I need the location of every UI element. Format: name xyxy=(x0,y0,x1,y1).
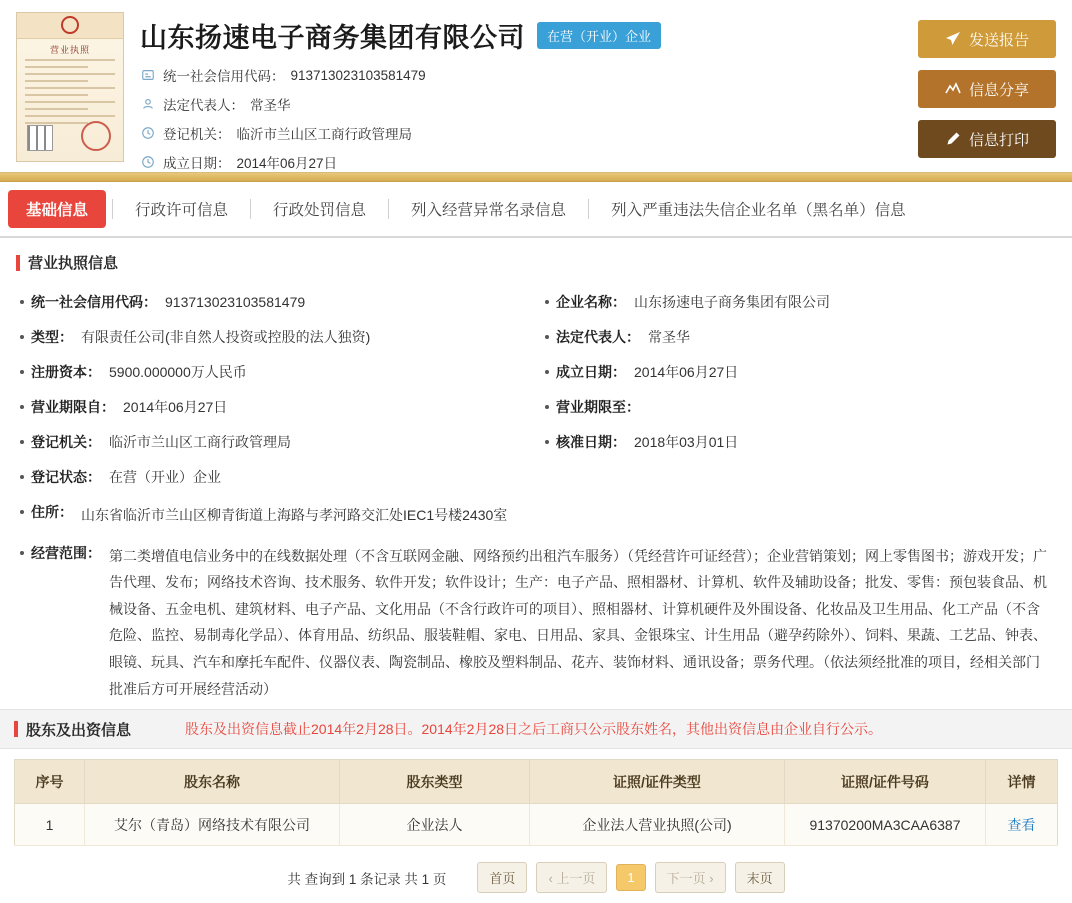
cell-cert-no: 91370200MA3CAA6387 xyxy=(785,804,986,846)
meta-established-date xyxy=(140,152,906,172)
info-label: 营业期限自： xyxy=(31,399,115,415)
section-marker xyxy=(16,255,20,271)
info-label: 登记机关： xyxy=(31,434,101,450)
cell-detail xyxy=(986,804,1058,846)
section-marker xyxy=(14,721,18,737)
send-report-button[interactable] xyxy=(918,20,1056,58)
info-label: 企业名称： xyxy=(556,294,626,310)
col-detail: 详情 xyxy=(986,760,1058,804)
shareholder-section-note: 股东及出资信息截止2014年2月28日。2014年2月28日之后工商只公示股东姓名，其他出资信息由企业自行公示。 xyxy=(185,721,883,738)
bullet-icon xyxy=(20,300,24,304)
meta-legal-rep xyxy=(140,94,906,114)
col-index: 序号 xyxy=(15,760,85,804)
info-value: 临沂市兰山区工商行政管理局 xyxy=(109,434,291,450)
info-value: 2018年03月01日 xyxy=(634,434,739,450)
info-approval-date xyxy=(545,425,1052,460)
info-empty-slot xyxy=(545,460,1052,495)
bullet-icon xyxy=(20,475,24,479)
col-type: 股东类型 xyxy=(340,760,530,804)
gold-divider xyxy=(0,172,1072,182)
bullet-icon xyxy=(20,440,24,444)
info-label: 法定代表人： xyxy=(556,329,640,345)
company-meta-list xyxy=(140,65,906,172)
license-header-band xyxy=(17,13,123,39)
view-detail-link[interactable]: 查看 xyxy=(1007,816,1036,833)
bullet-icon xyxy=(545,440,549,444)
license-info-grid xyxy=(0,279,1072,709)
share-info-button[interactable] xyxy=(918,70,1056,108)
info-value: 有限责任公司(非自然人投资或控股的法人独资) xyxy=(81,329,371,345)
info-label: 核准日期： xyxy=(556,434,626,450)
meta-registration-authority xyxy=(140,123,906,143)
tab-separator xyxy=(388,199,389,219)
prev-page-button[interactable]: ‹ 上一页 xyxy=(536,862,607,893)
tab-bar xyxy=(0,182,1072,238)
info-company-type xyxy=(20,320,527,355)
meta-credit-code xyxy=(140,65,906,85)
bullet-icon xyxy=(20,405,24,409)
pencil-icon xyxy=(945,131,961,147)
building-icon xyxy=(140,126,155,141)
shareholder-table xyxy=(14,759,1058,846)
shareholder-table-wrap xyxy=(0,759,1072,846)
shareholder-section-title xyxy=(0,709,1072,749)
col-cert-no: 证照/证件号码 xyxy=(785,760,986,804)
col-name: 股东名称 xyxy=(85,760,340,804)
id-card-icon xyxy=(140,68,155,83)
bullet-icon xyxy=(545,335,549,339)
page-number-1[interactable]: 1 xyxy=(616,864,645,891)
info-label: 注册资本： xyxy=(31,364,101,380)
cell-index: 1 xyxy=(15,804,85,846)
bullet-icon xyxy=(545,370,549,374)
share-graph-icon xyxy=(945,81,961,97)
info-label: 统一社会信用代码： xyxy=(31,294,157,310)
record-count-label: 共 查询到 1 条记录 共 1 页 xyxy=(287,871,447,887)
bullet-icon xyxy=(20,335,24,339)
info-value: 在营（开业）企业 xyxy=(109,469,221,485)
company-summary xyxy=(140,12,906,171)
print-info-label: 信息打印 xyxy=(968,131,1029,149)
tab-separator xyxy=(250,199,251,219)
info-business-scope xyxy=(20,536,1052,710)
info-registration-authority xyxy=(20,425,527,460)
info-registration-status xyxy=(20,460,527,495)
info-value: 常圣华 xyxy=(648,329,690,345)
tab-separator xyxy=(112,199,113,219)
bullet-icon xyxy=(545,405,549,409)
info-label: 住所： xyxy=(31,504,73,520)
tab-administrative-penalty[interactable]: 行政处罚信息 xyxy=(273,202,367,219)
info-credit-code xyxy=(20,285,527,320)
bullet-icon xyxy=(20,510,24,514)
info-company-name xyxy=(545,285,1052,320)
qr-code-icon xyxy=(27,125,53,151)
info-term-to xyxy=(545,390,1052,425)
last-page-button[interactable]: 末页 xyxy=(735,862,785,893)
license-thumb-title: 营业执照 xyxy=(49,45,91,55)
info-value: 913713023103581479 xyxy=(165,294,306,310)
info-registered-capital xyxy=(20,355,527,390)
print-info-button[interactable] xyxy=(918,120,1056,158)
tab-separator xyxy=(588,199,589,219)
info-value: 第二类增值电信业务中的在线数据处理（不含互联网金融、网络预约出租汽车服务）（凭经营许可证经营）；企业营销策划；网上零售图书；游戏开发；广告代理、发布；网络技术咨询、技术服务、软件开发；软件设计；生产：电子产品、照相器材、计算机、软件及辅助设备；批发、零售：预包装食品、机械设备、五金电机、建筑材料、电子产品、文化用品（不含行政许可的项目）、照相器材、计算机硬件及外围设备、化妆品及卫生用品、化工产品（不含危险、监控、易制毒化学品）、体育用品、纺织品、服装鞋帽、家电、日用品、家具、金银珠宝、计生用品（避孕药除外）、饲料、果蔬、工艺品、钟表、眼镜、玩具、汽车和摩托车配件、仪器仪表、陶瓷制品、橡胶及塑料制品、花卉、装饰材料、通讯设备；票务代理。（依法须经批准的项目，经相关部门批准后方可开展经营活动） xyxy=(109,547,1047,697)
meta-value: 913713023103581479 xyxy=(290,67,426,83)
page-title: 山东扬速电子商务集团有限公司 xyxy=(140,23,525,53)
paper-plane-icon xyxy=(945,31,961,47)
tab-basic-info[interactable]: 基础信息 xyxy=(8,190,106,228)
meta-label: 成立日期： xyxy=(163,156,231,171)
license-section-title xyxy=(0,238,1072,279)
info-value: 2014年06月27日 xyxy=(123,399,228,415)
meta-value: 2014年06月27日 xyxy=(236,156,338,171)
info-value: 2014年06月27日 xyxy=(634,364,739,380)
next-page-button[interactable]: 下一页 › xyxy=(655,862,726,893)
meta-label: 统一社会信用代码： xyxy=(163,69,285,84)
company-title-row xyxy=(140,16,906,55)
info-term-from xyxy=(20,390,527,425)
first-page-button[interactable]: 首页 xyxy=(477,862,527,893)
info-label: 登记状态： xyxy=(31,469,101,485)
bullet-icon xyxy=(20,551,24,555)
tab-abnormal-operation[interactable]: 列入经营异常名录信息 xyxy=(411,202,567,219)
info-label: 成立日期： xyxy=(556,364,626,380)
info-value: 5900.000000万人民币 xyxy=(109,364,247,380)
clock-icon xyxy=(140,155,155,170)
send-report-label: 发送报告 xyxy=(968,31,1029,49)
share-info-label: 信息分享 xyxy=(968,81,1029,99)
business-license-thumbnail[interactable] xyxy=(16,12,124,162)
meta-value: 临沂市兰山区工商行政管理局 xyxy=(236,127,412,142)
seal-icon xyxy=(61,16,79,34)
meta-label: 登记机关： xyxy=(163,127,231,142)
info-address xyxy=(20,495,1052,536)
bullet-icon xyxy=(545,300,549,304)
table-header-row xyxy=(15,760,1058,804)
tab-administrative-license[interactable]: 行政许可信息 xyxy=(135,202,229,219)
info-label: 营业期限至： xyxy=(556,399,640,415)
header-action-buttons xyxy=(906,12,1056,162)
license-text-lines xyxy=(25,59,115,129)
bullet-icon xyxy=(20,370,24,374)
cell-cert-type: 企业法人营业执照(公司) xyxy=(530,804,785,846)
info-legal-rep xyxy=(545,320,1052,355)
info-label: 类型： xyxy=(31,329,73,345)
red-stamp-icon xyxy=(81,121,111,151)
info-label: 经营范围： xyxy=(31,544,101,561)
meta-value: 常圣华 xyxy=(250,98,291,113)
license-section-label: 营业执照信息 xyxy=(28,255,119,272)
info-value: 山东省临沂市兰山区柳青街道上海路与孝河路交汇处IEC1号楼2430室 xyxy=(81,507,508,523)
info-value: 山东扬速电子商务集团有限公司 xyxy=(634,294,830,310)
shareholder-section-label: 股东及出资信息 xyxy=(26,721,132,739)
person-icon xyxy=(140,97,155,112)
cell-type: 企业法人 xyxy=(340,804,530,846)
pagination xyxy=(0,846,1072,903)
page-header xyxy=(0,0,1072,172)
cell-name: 艾尔（青岛）网络技术有限公司 xyxy=(85,804,340,846)
tab-serious-violation-blacklist[interactable]: 列入严重违法失信企业名单（黑名单）信息 xyxy=(611,202,906,219)
col-cert-type: 证照/证件类型 xyxy=(530,760,785,804)
info-established-date xyxy=(545,355,1052,390)
table-row xyxy=(15,804,1058,846)
status-badge: 在营（开业）企业 xyxy=(537,22,661,49)
meta-label: 法定代表人： xyxy=(163,98,244,113)
